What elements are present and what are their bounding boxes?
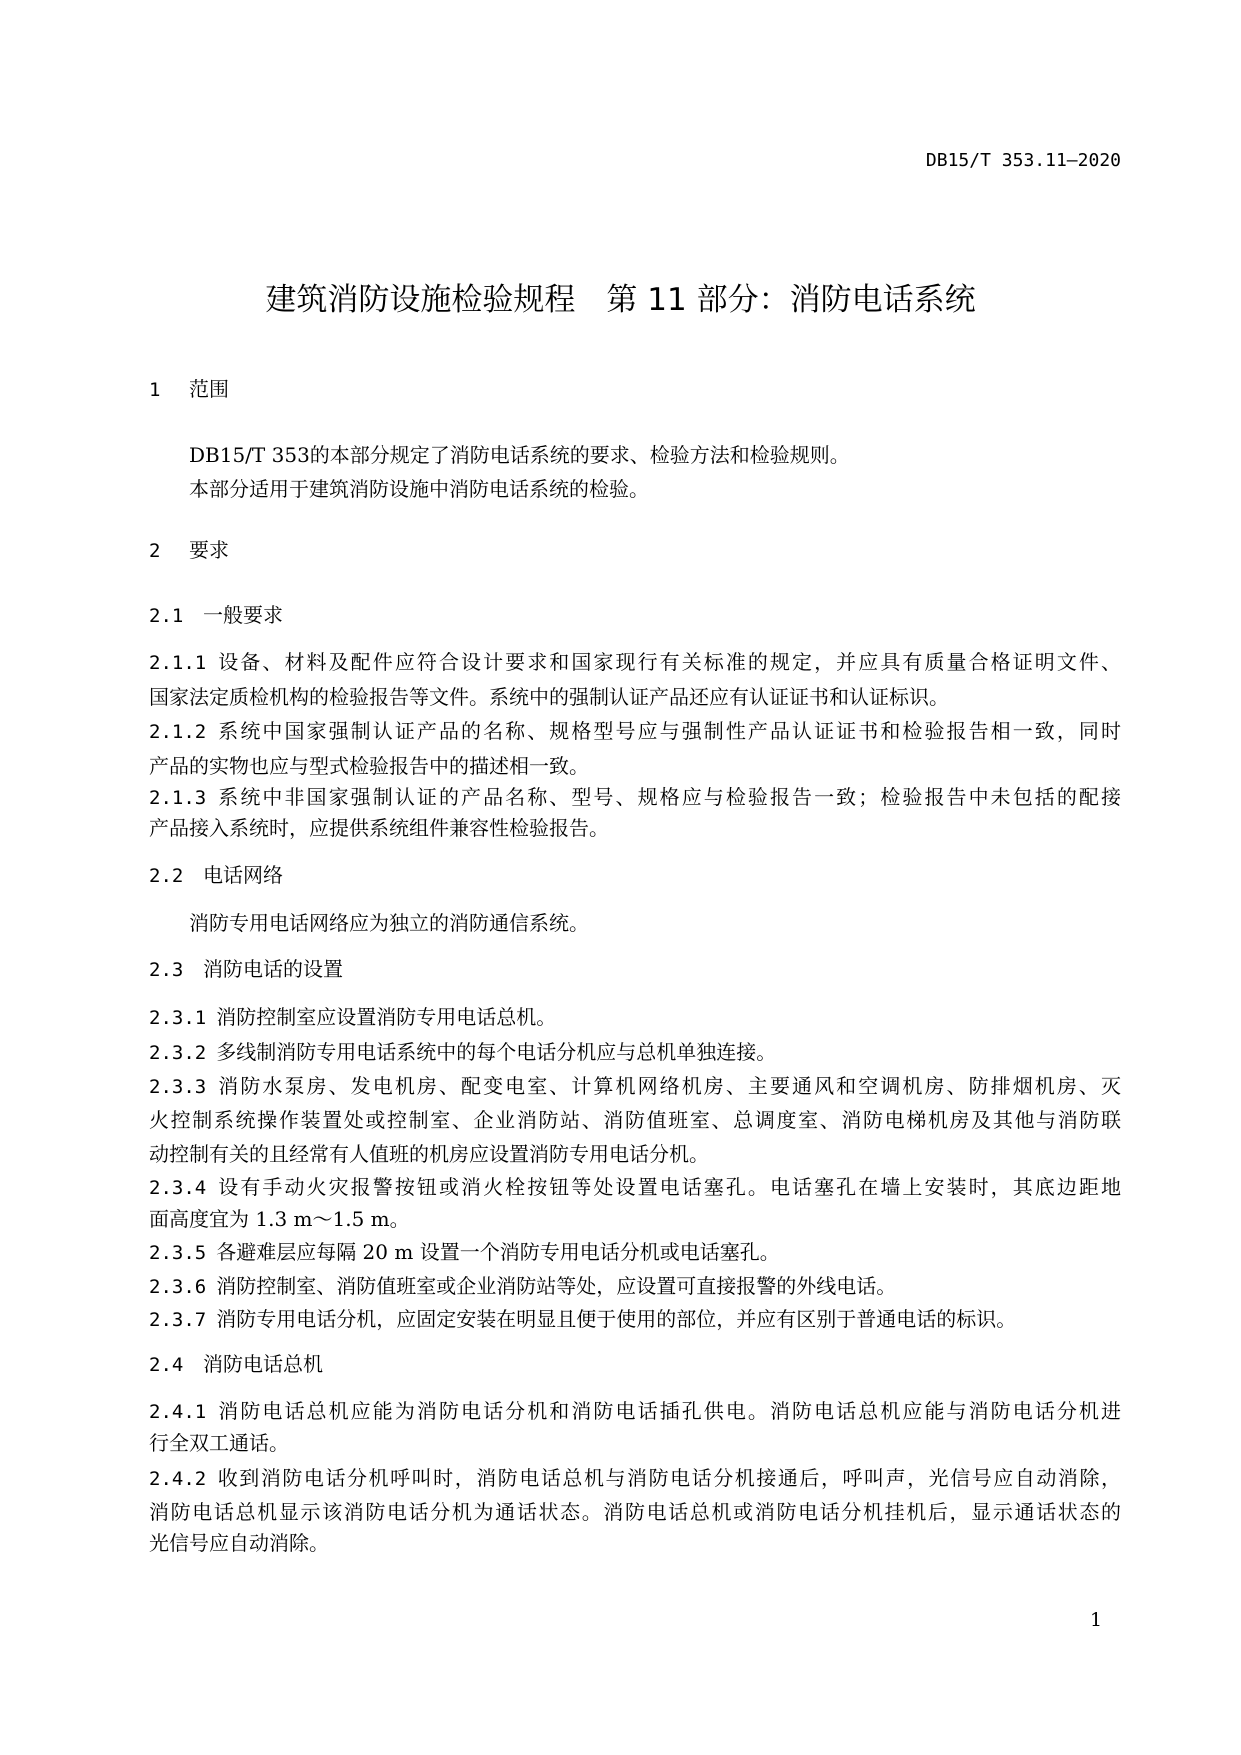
clause-2-4-2: [149, 1466, 1121, 1491]
clause-line: 国家法定质检机构的检验报告等文件。系统中的强制认证产品还应有认证证书和认证标识。: [149, 685, 949, 709]
section-number: 2: [149, 540, 161, 562]
paragraph: DB15/T 353的本部分规定了消防电话系统的要求、检验方法和检验规则。: [189, 443, 850, 467]
section-heading-2-3: [149, 957, 1121, 982]
clause-text: 收到消防电话分机呼叫时，消防电话总机与消防电话分机接通后，呼叫声，光信号应自动消除，: [216, 1466, 1121, 1490]
clause-line: 火控制系统操作装置处或控制室、企业消防站、消防值班室、总调度室、消防电梯机房及其他与消防联: [149, 1108, 1121, 1132]
section-title: 消防电话总机: [203, 1352, 323, 1376]
section-title: 要求: [189, 538, 229, 562]
clause-number: 2.1.2: [149, 721, 207, 743]
clause-text: 消防控制室、消防值班室或企业消防站等处，应设置可直接报警的外线电话。: [216, 1274, 897, 1298]
clause-text: 多线制消防专用电话系统中的每个电话分机应与总机单独连接。: [216, 1040, 777, 1064]
section-heading-2-4: [149, 1352, 1121, 1377]
clause-number: 2.3.3: [149, 1076, 207, 1098]
clause-text: 消防电话总机应能为消防电话分机和消防电话插孔供电。消防电话总机应能与消防电话分机进: [216, 1399, 1121, 1423]
section-title: 一般要求: [203, 603, 283, 627]
document-title: 建筑消防设施检验规程 第 11 部分：消防电话系统: [265, 282, 976, 318]
clause-2-3-6: [149, 1274, 1121, 1299]
clause-2-3-3: [149, 1074, 1121, 1099]
clause-number: 2.3.6: [149, 1276, 207, 1298]
clause-number: 2.3.5: [149, 1242, 207, 1264]
clause-2-3-4: [149, 1175, 1121, 1200]
clause-number: 2.4.1: [149, 1401, 207, 1423]
clause-text: 消防水泵房、发电机房、配变电室、计算机网络机房、主要通风和空调机房、防排烟机房、灭: [216, 1074, 1121, 1098]
clause-number: 2.1.3: [149, 787, 207, 809]
section-number: 1: [149, 379, 161, 401]
document-code: DB15/T 353.11—2020: [925, 150, 1121, 171]
clause-line: 面高度宜为 1.3 m～1.5 m。: [149, 1207, 410, 1231]
clause-number: 2.3.4: [149, 1177, 207, 1199]
clause-text: 设备、材料及配件应符合设计要求和国家现行有关标准的规定，并应具有质量合格证明文件、: [216, 650, 1121, 674]
clause-2-3-1: [149, 1005, 1121, 1030]
section-number: 2.4: [149, 1354, 184, 1376]
page-number: 1: [1090, 1609, 1103, 1631]
section-heading-1: [149, 377, 1121, 402]
clause-text: 系统中非国家强制认证的产品名称、型号、规格应与检验报告一致；检验报告中未包括的配接: [216, 785, 1121, 809]
clause-line: 光信号应自动消除。: [149, 1531, 329, 1555]
clause-line: 产品的实物也应与型式检验报告中的描述相一致。: [149, 754, 589, 778]
section-heading-2: [149, 538, 1121, 563]
clause-line: 行全双工通话。: [149, 1431, 289, 1455]
section-number: 2.3: [149, 959, 184, 981]
paragraph: 消防专用电话网络应为独立的消防通信系统。: [189, 911, 589, 935]
clause-number: 2.3.1: [149, 1007, 207, 1029]
clause-2-3-7: [149, 1307, 1121, 1332]
clause-number: 2.3.2: [149, 1042, 207, 1064]
section-title: 范围: [189, 377, 229, 401]
section-title: 电话网络: [203, 863, 283, 887]
section-title: 消防电话的设置: [203, 957, 343, 981]
section-number: 2.1: [149, 605, 184, 627]
clause-2-1-3: [149, 785, 1121, 810]
clause-line: 消防电话总机显示该消防电话分机为通话状态。消防电话总机或消防电话分机挂机后，显示通话状态的: [149, 1500, 1121, 1524]
clause-2-4-1: [149, 1399, 1121, 1424]
clause-line: 动控制有关的且经常有人值班的机房应设置消防专用电话分机。: [149, 1142, 709, 1166]
section-heading-2-1: [149, 603, 1121, 628]
clause-text: 消防控制室应设置消防专用电话总机。: [216, 1005, 557, 1029]
clause-text: 消防专用电话分机，应固定安装在明显且便于使用的部位，并应有区别于普通电话的标识。: [216, 1307, 1017, 1331]
clause-text: 系统中国家强制认证产品的名称、规格型号应与强制性产品认证证书和检验报告相一致，同时: [216, 719, 1121, 743]
clause-number: 2.4.2: [149, 1468, 207, 1490]
clause-text: 各避难层应每隔 20 m 设置一个消防专用电话分机或电话塞孔。: [216, 1240, 780, 1264]
section-heading-2-2: [149, 863, 1121, 888]
paragraph: 本部分适用于建筑消防设施中消防电话系统的检验。: [189, 477, 649, 501]
clause-2-3-2: [149, 1040, 1121, 1065]
clause-2-3-5: [149, 1240, 1121, 1265]
clause-number: 2.3.7: [149, 1309, 207, 1331]
clause-text: 设有手动火灾报警按钮或消火栓按钮等处设置电话塞孔。电话塞孔在墙上安装时，其底边距地: [216, 1175, 1121, 1199]
clause-number: 2.1.1: [149, 652, 207, 674]
section-number: 2.2: [149, 865, 184, 887]
clause-2-1-1: [149, 650, 1121, 675]
clause-2-1-2: [149, 719, 1121, 744]
clause-line: 产品接入系统时，应提供系统组件兼容性检验报告。: [149, 816, 609, 840]
